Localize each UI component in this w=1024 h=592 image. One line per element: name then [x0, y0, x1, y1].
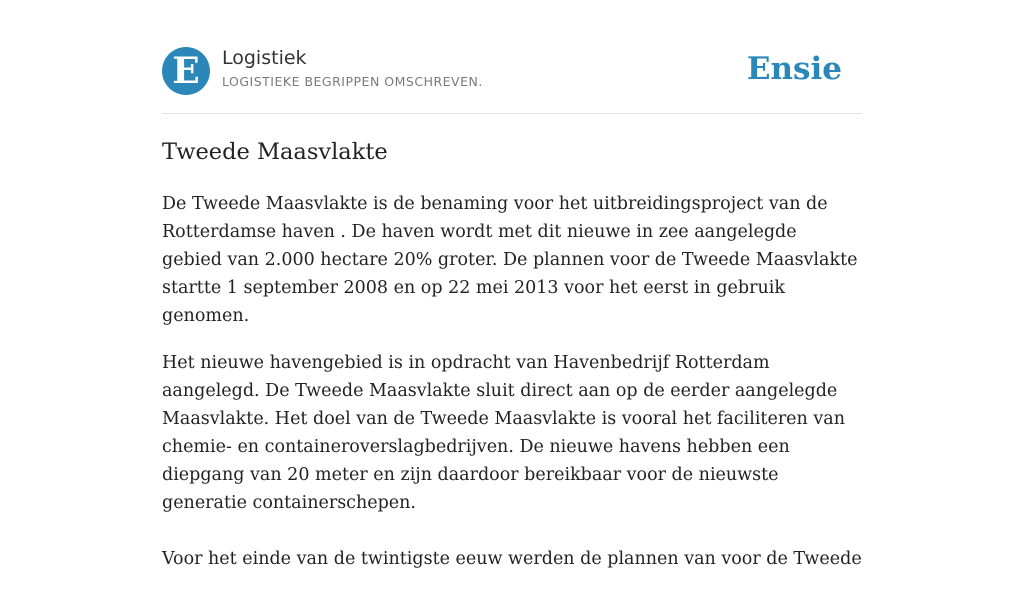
article-paragraph: Het nieuwe havengebied is in opdracht van Havenbedrijf Rotterdam aangelegd. De Tweede Maasvlakte sluit direct aan op de eerder aangelegde Maasvlakte. Het doel van de Tweede Maasvlakte is vooral het faciliteren van chemie- en containeroverslagbedrijven. De nieuwe havens hebben een diepgang van 20 meter en zijn daardoor bereikbaar voor de nieuwste generatie containerschepen. [162, 353, 845, 513]
article-body [162, 190, 862, 592]
brand-logo-link[interactable]: Ensie [746, 51, 842, 87]
site-title-link[interactable]: Logistiek [222, 47, 307, 69]
article-title: Tweede Maasvlakte [162, 139, 388, 165]
article-paragraph: Voor het einde van de twintigste eeuw werden de plannen van voor de Tweede [162, 549, 862, 569]
site-header [162, 0, 862, 114]
site-tagline: LOGISTIEKE BEGRIPPEN OMSCHREVEN. [222, 74, 483, 89]
content-container [162, 0, 862, 569]
site-logo-icon[interactable]: E [162, 47, 210, 95]
article-paragraph: De Tweede Maasvlakte is de benaming voor het uitbreidingsproject van de Rotterdamse haven . De haven wordt met dit nieuwe in zee aangelegde gebied van 2.000 hectare 20% groter. De plannen voor de Tweede Maasvlakte startte 1 september 2008 en op 22 mei 2013 voor het eerst in gebruik genomen. [162, 194, 858, 326]
